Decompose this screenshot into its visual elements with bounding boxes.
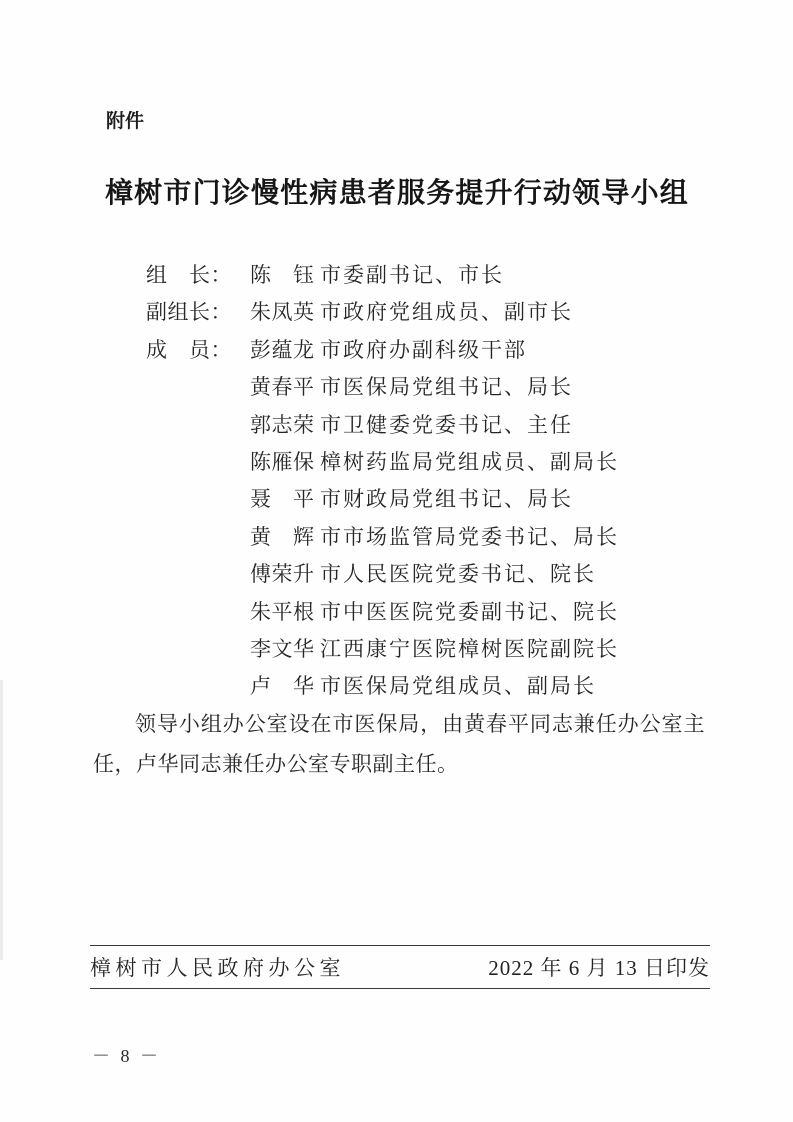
- roster-row: [146, 294, 706, 331]
- issuing-office: 樟树市人民政府办公室: [90, 956, 345, 980]
- roster-name: 卢 华: [250, 674, 315, 699]
- roster-role: 成 员：: [146, 337, 232, 362]
- print-date: 2022 年 6 月 13 日印发: [488, 956, 710, 980]
- roster-row: [146, 594, 706, 631]
- roster-name: 李文华: [250, 636, 315, 661]
- roster-name: 陈 钰: [250, 263, 315, 287]
- colophon: [90, 945, 710, 989]
- roster-name: 朱凤英: [250, 300, 315, 325]
- roster-row: [146, 556, 706, 593]
- roster-name: 黄春平: [250, 375, 315, 400]
- roster-row: [146, 519, 706, 556]
- closing-paragraph: 领导小组办公室设在市医保局，由黄春平同志兼任办公室主任，卢华同志兼任办公室专职副主任。: [93, 712, 705, 776]
- roster-name: 聂 平: [250, 487, 315, 512]
- document-title: 樟树市门诊慢性病患者服务提升行动领导小组: [104, 178, 689, 209]
- roster-duty: 市委副书记、市长: [320, 263, 504, 287]
- roster-duty: 市医保局党组成员、副局长: [320, 674, 596, 699]
- leadership-roster: [146, 257, 706, 706]
- scan-artifact: [0, 680, 3, 960]
- roster-duty: 市政府办副科级干部: [320, 337, 527, 362]
- roster-duty: 江西康宁医院樟树医院副院长: [320, 636, 619, 661]
- roster-duty: 樟树药监局党组成员、副局长: [320, 449, 619, 474]
- roster-duty: 市医保局党组书记、局长: [320, 375, 573, 400]
- roster-duty: 市人民医院党委书记、院长: [320, 562, 596, 587]
- roster-duty: 市财政局党组书记、局长: [320, 487, 573, 512]
- roster-name: 朱平根: [250, 599, 315, 624]
- roster-row: [146, 481, 706, 518]
- roster-role: 组 长：: [146, 263, 232, 287]
- roster-name: 傅荣升: [250, 562, 315, 587]
- roster-row: [146, 631, 706, 668]
- roster-row: [146, 444, 706, 481]
- roster-row: [146, 332, 706, 369]
- roster-row: [146, 407, 706, 444]
- roster-role: 副组长：: [146, 300, 232, 325]
- roster-row: [146, 257, 706, 294]
- attachment-label: 附件: [106, 111, 145, 132]
- page-number: － 8 －: [92, 1046, 161, 1066]
- roster-duty: 市市场监管局党委书记、局长: [320, 524, 619, 549]
- roster-name: 郭志荣: [250, 412, 315, 437]
- roster-duty: 市政府党组成员、副市长: [320, 300, 573, 325]
- roster-name: 彭蕴龙: [250, 337, 315, 362]
- roster-row: [146, 369, 706, 406]
- roster-duty: 市卫健委党委书记、主任: [320, 412, 573, 437]
- roster-name: 陈雁保: [250, 449, 315, 474]
- roster-row: [146, 668, 706, 705]
- roster-duty: 市中医医院党委副书记、院长: [320, 599, 619, 624]
- roster-name: 黄 辉: [250, 524, 315, 549]
